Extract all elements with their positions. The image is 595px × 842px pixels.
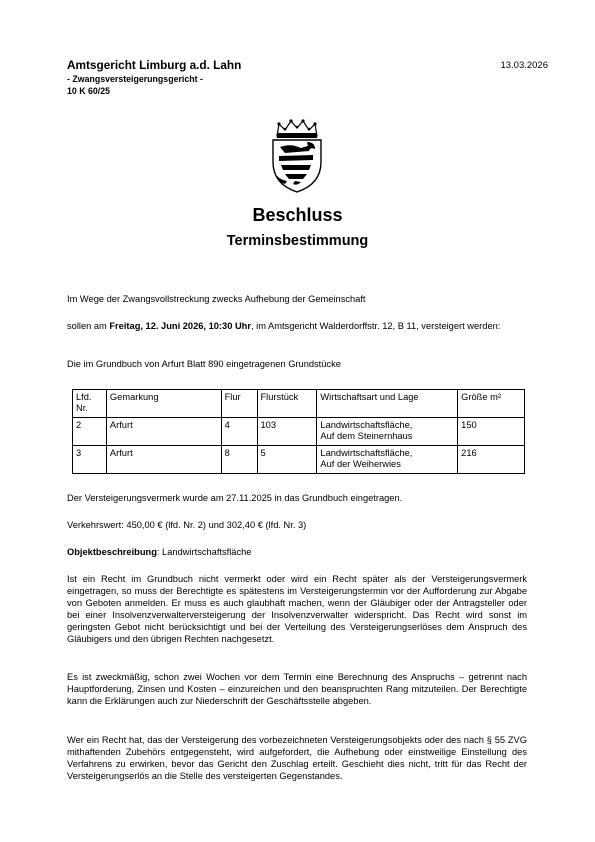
auction-appointment [67,320,527,332]
paragraph-claims: Es ist zweckmäßig, schon zwei Wochen vor dem Termin eine Berechnung des Anspruchs – getrennt nach Hauptforderung, Zinsen und Kosten – einzureichen und den beanspruchten Rang mitzuteilen. Der Berechtigte kann die Erklärungen auch zur Niederschrift der Geschäftsstelle abgeben. [67,672,527,706]
registry-line: Die im Grundbuch von Arfurt Blatt 890 eingetragenen Grundstücke [67,359,341,369]
cell-art-lage [317,418,458,446]
cell-art: Landwirtschaftsfläche, [320,448,413,458]
cell-flur: 8 [221,446,257,474]
cell-flurstueck: 5 [257,446,317,474]
objekt-label: Objektbeschreibung [67,547,157,557]
cell-flur: 4 [221,418,257,446]
paragraph-objection: Wer ein Recht hat, das der Versteigerung des vorbezeichneten Versteigerungsobjekts oder des nach § 55 ZVG mithaftenden Zubehörs entgegensteht, wird aufgefordert, die Aufhebung oder einstweilige Einstellung des Verfahrens zu erwirken, bevor das Gericht den Zuschlag erteilt. Geschieht dies nicht, tritt für das Recht der Versteigerungserlös an die Stelle des versteigerten Gegenstandes. [67,735,527,781]
document-subtitle: Terminsbestimmung [226,233,369,249]
column-header: Größe m² [458,390,525,418]
court-name: Amtsgericht Limburg a.d. Lahn [67,58,242,72]
cell-art: Landwirtschaftsfläche, [320,420,413,430]
cell-groesse: 216 [458,446,525,474]
auction-pre: sollen am [67,321,110,331]
table-row [73,446,525,474]
cell-art-lage [317,446,458,474]
objekt-value: : Landwirtschaftsfläche [156,547,252,557]
auction-date: Freitag, 12. Juni 2026, 10:30 Uhr [109,321,251,331]
cell-lage: Auf der Weiherwies [320,459,401,469]
intro-text: Im Wege der Zwangsvollstreckung zwecks Aufhebung der Gemeinschaft [67,294,366,304]
cell-flurstueck: 103 [257,418,317,446]
cell-nr: 3 [73,446,107,474]
hesse-coat-of-arms-icon [265,118,329,194]
property-table [72,389,525,474]
column-header: Flur [221,390,257,418]
cell-lage: Auf dem Steinernhaus [320,431,413,441]
column-header: Wirtschaftsart und Lage [317,390,458,418]
paragraph-rights: Ist ein Recht im Grundbuch nicht vermerkt oder wird ein Recht später als der Versteigerungsvermerk eingetragen, so muss der Berechtigte es spätestens im Versteigerungstermin vor der Aufforderung zur Abgabe von Geboten anmelden. Er muss es auch glaubhaft machen, wenn der Gläubiger oder der Antragsteller oder bei einer Insolvenzverwalterversteigerung der Insolvenzverwalter widerspricht. Das Recht wird sonst im geringsten Gebot nicht berücksichtigt und bei der Verteilung des Versteigerungserlöses dem Anspruch des Gläubigers und den übrigen Rechten nachgesetzt. [67,574,527,644]
cell-gemarkung: Arfurt [106,418,221,446]
document-title: Beschluss [252,205,343,225]
table-header-row [73,390,525,418]
auction-post: , im Amtsgericht Walderdorffstr. 12, B 11, versteigert werden: [250,321,501,331]
cell-nr: 2 [73,418,107,446]
column-header: Gemarkung [106,390,221,418]
cell-gemarkung: Arfurt [106,446,221,474]
table-row [73,418,525,446]
objektbeschreibung [67,546,527,558]
document-date: 13.03.2026 [500,60,548,71]
column-header: Flurstück [257,390,317,418]
verkehrswert-text: Verkehrswert: 450,00 € (lfd. Nr. 2) und 302,40 € (lfd. Nr. 3) [67,520,307,530]
case-number: 10 K 60/25 [67,86,111,96]
cell-groesse: 150 [458,418,525,446]
vermerk-text: Der Versteigerungsvermerk wurde am 27.11.2025 in das Grundbuch eingetragen. [67,493,403,503]
court-department: - Zwangsversteigerungsgericht - [67,74,203,84]
column-header: Lfd. Nr. [73,390,107,418]
